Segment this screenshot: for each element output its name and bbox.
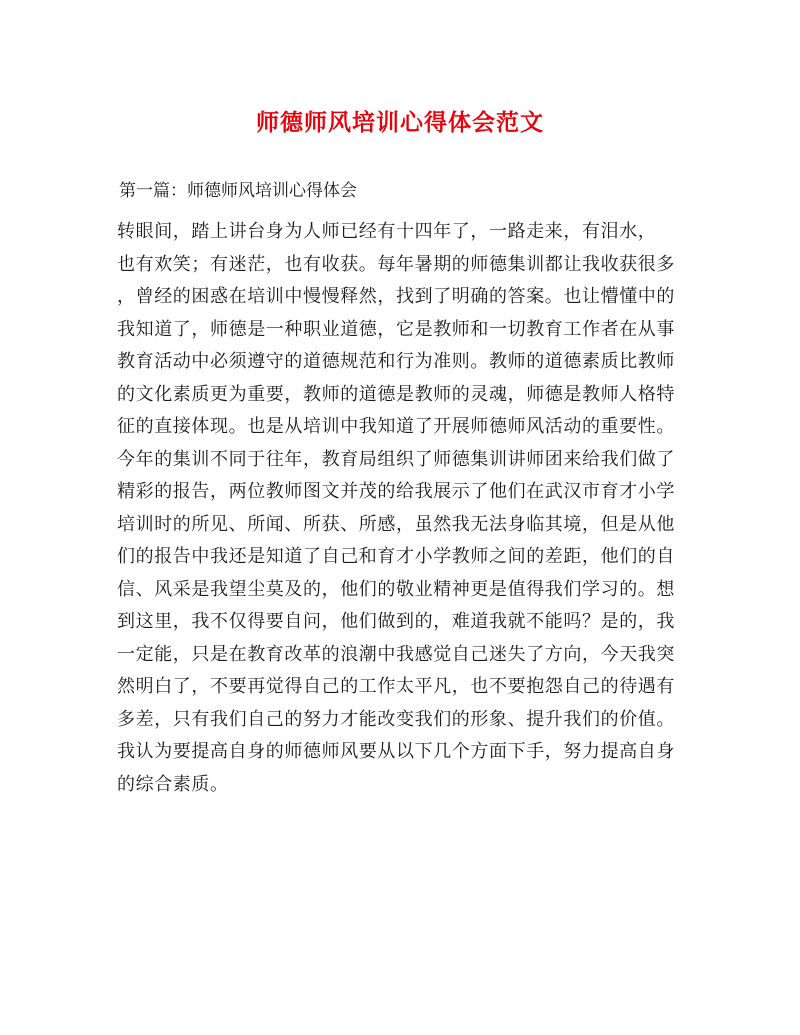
body-line: 到这里，我不仅得要自问，他们做到的，难道我就不能吗？是的，我 bbox=[117, 611, 675, 632]
body-line: 的文化素质更为重要，教师的道德是教师的灵魂，师德是教师人格特 bbox=[117, 383, 675, 405]
body-line: 们的报告中我还是知道了自己和育才小学教师之间的差距，他们的自 bbox=[117, 546, 675, 567]
section-heading: 第一篇：师德师风培训心得体会 bbox=[119, 181, 357, 201]
body-line: 培训时的所见、所闻、所获、所感，虽然我无法身临其境，但是从他 bbox=[117, 513, 675, 535]
body-line: 一定能，只是在教育改革的浪潮中我感觉自己迷失了方向，今天我突 bbox=[117, 643, 675, 665]
body-line: 信、风采是我望尘莫及的，他们的敬业精神更是值得我们学习的。想 bbox=[117, 578, 675, 600]
body-line: 教育活动中必须遵守的道德规范和行为准则。教师的道德素质比教师 bbox=[117, 351, 675, 372]
body-line: 的综合素质。 bbox=[117, 773, 229, 795]
document-title: 师德师风培训心得体会范文 bbox=[256, 110, 544, 136]
body-line: 多差，只有我们自己的努力才能改变我们的形象、提升我们的价值。 bbox=[117, 708, 675, 730]
body-line: 征的直接体现。也是从培训中我知道了开展师德师风活动的重要性。 bbox=[117, 416, 675, 437]
body-line: 转眼间，踏上讲台身为人师已经有十四年了，一路走来，有泪水， bbox=[117, 221, 657, 242]
body-line: 我认为要提高自身的师德师风要从以下几个方面下手，努力提高自身 bbox=[117, 741, 675, 762]
body-line: 精彩的报告，两位教师图文并茂的给我展示了他们在武汉市育才小学 bbox=[117, 481, 675, 502]
body-line: 然明白了，不要再觉得自己的工作太平凡，也不要抱怨自己的待遇有 bbox=[117, 676, 675, 697]
body-line: 也有欢笑；有迷茫，也有收获。每年暑期的师德集训都让我收获很多 bbox=[117, 253, 675, 275]
body-text bbox=[117, 216, 677, 801]
body-line: ，曾经的困惑在培训中慢慢释然，找到了明确的答案。也让懵懂中的 bbox=[117, 286, 675, 307]
body-line: 今年的集训不同于往年，教育局组织了师德集训讲师团来给我们做了 bbox=[117, 448, 675, 470]
body-line: 我知道了，师德是一种职业道德，它是教师和一切教育工作者在从事 bbox=[117, 318, 675, 340]
